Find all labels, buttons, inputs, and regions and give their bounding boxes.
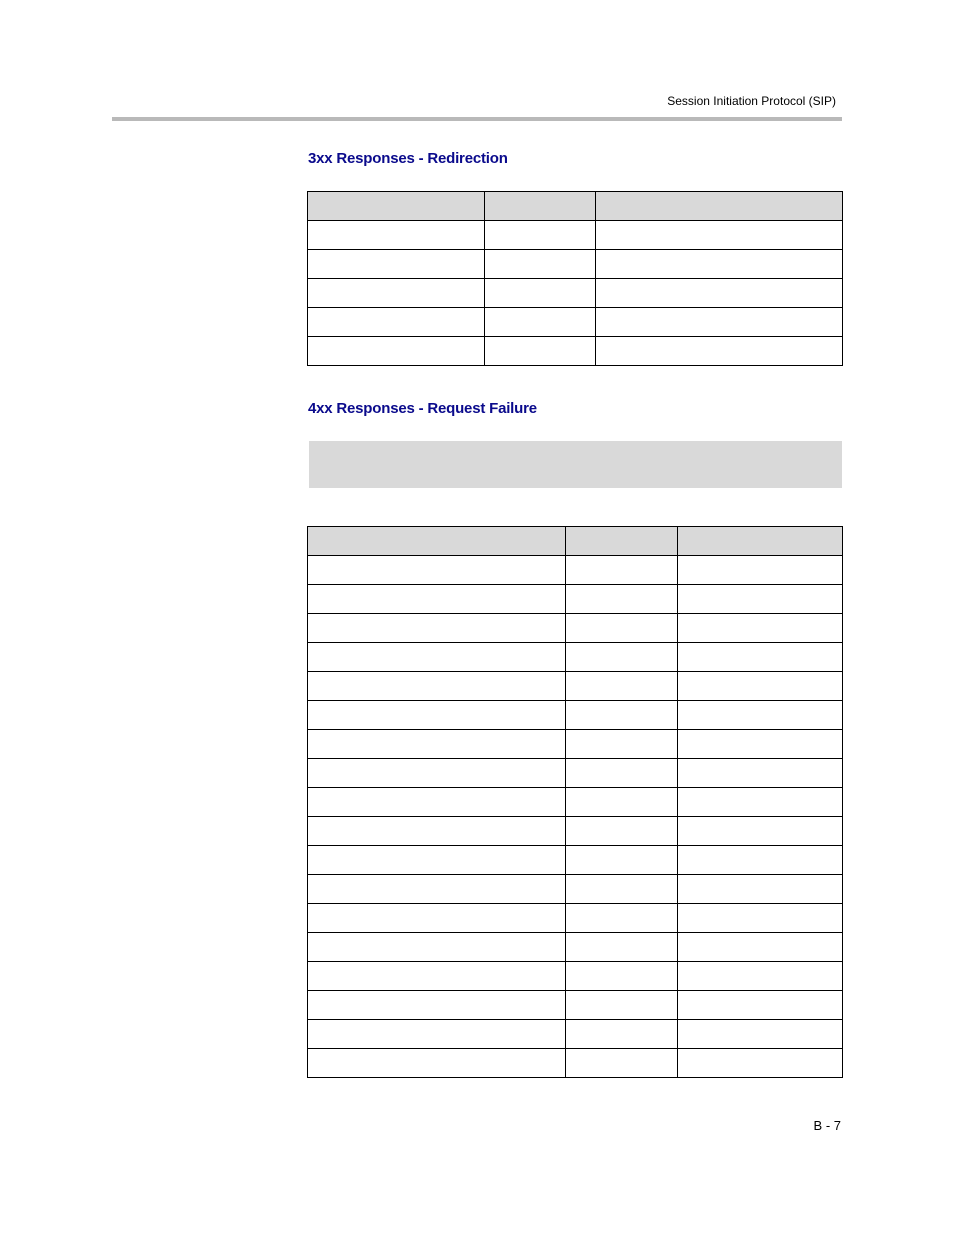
- table-cell: [678, 846, 843, 875]
- table-cell: [308, 904, 566, 933]
- table-header-cell: [678, 527, 843, 556]
- table-row: [308, 250, 843, 279]
- table-cell: [566, 875, 678, 904]
- table-cell: [485, 221, 596, 250]
- table-cell: [308, 585, 566, 614]
- table-cell: [566, 1049, 678, 1078]
- table-cell: [308, 221, 485, 250]
- table-cell: [596, 337, 843, 366]
- table-cell: [566, 962, 678, 991]
- table-row: [308, 846, 843, 875]
- table-cell: [566, 817, 678, 846]
- table-cell: [566, 556, 678, 585]
- table-header-cell: [308, 192, 485, 221]
- table-cell: [308, 308, 485, 337]
- table-cell: [566, 991, 678, 1020]
- table-row: [308, 788, 843, 817]
- table-cell: [308, 759, 566, 788]
- table-cell: [566, 643, 678, 672]
- table-row: [308, 221, 843, 250]
- table-cell: [485, 337, 596, 366]
- table-cell: [678, 701, 843, 730]
- table-cell: [308, 337, 485, 366]
- table-cell: [678, 672, 843, 701]
- table-cell: [678, 788, 843, 817]
- table-cell: [678, 1020, 843, 1049]
- table-cell: [596, 279, 843, 308]
- table-cell: [678, 991, 843, 1020]
- table-cell: [678, 933, 843, 962]
- table-row: [308, 962, 843, 991]
- table-cell: [308, 279, 485, 308]
- table-row: [308, 1020, 843, 1049]
- table-cell: [678, 643, 843, 672]
- table-row: [308, 701, 843, 730]
- table-row: [308, 875, 843, 904]
- table-cell: [566, 904, 678, 933]
- table-row: [308, 308, 843, 337]
- table-cell: [485, 308, 596, 337]
- table-cell: [308, 643, 566, 672]
- table-row: [308, 643, 843, 672]
- table-cell: [566, 672, 678, 701]
- table-cell: [566, 846, 678, 875]
- table-cell: [308, 962, 566, 991]
- table-cell: [596, 308, 843, 337]
- header-rule: [112, 117, 842, 121]
- table-row: [308, 991, 843, 1020]
- section-heading-4xx: 4xx Responses - Request Failure: [308, 400, 537, 417]
- table-row: [308, 904, 843, 933]
- table-cell: [678, 875, 843, 904]
- table-cell: [566, 730, 678, 759]
- table-cell: [308, 788, 566, 817]
- redirection-table: [307, 191, 843, 366]
- note-box: [309, 441, 842, 488]
- table-row: [308, 672, 843, 701]
- table-cell: [678, 614, 843, 643]
- table-cell: [678, 817, 843, 846]
- table-cell: [566, 788, 678, 817]
- table-cell: [308, 817, 566, 846]
- table-header-cell: [308, 527, 566, 556]
- table-cell: [566, 1020, 678, 1049]
- table-row: [308, 337, 843, 366]
- table-cell: [308, 846, 566, 875]
- table-cell: [308, 672, 566, 701]
- table-cell: [566, 701, 678, 730]
- table-cell: [566, 614, 678, 643]
- table-row: [308, 1049, 843, 1078]
- redirection-table-body: [308, 221, 843, 366]
- table-cell: [308, 730, 566, 759]
- request-failure-table: [307, 526, 843, 1078]
- table-row: [308, 933, 843, 962]
- table-cell: [308, 701, 566, 730]
- table-cell: [566, 585, 678, 614]
- table-cell: [566, 759, 678, 788]
- table-cell: [596, 250, 843, 279]
- running-header: Session Initiation Protocol (SIP): [667, 94, 836, 108]
- table-row: [308, 759, 843, 788]
- table-cell: [678, 556, 843, 585]
- request-failure-table-body: [308, 556, 843, 1078]
- page-number: B - 7: [813, 1118, 841, 1133]
- table-cell: [678, 1049, 843, 1078]
- table-cell: [678, 962, 843, 991]
- table-cell: [308, 1020, 566, 1049]
- table-cell: [308, 1049, 566, 1078]
- table-cell: [678, 759, 843, 788]
- table-cell: [566, 933, 678, 962]
- table-cell: [678, 585, 843, 614]
- table-row: [308, 585, 843, 614]
- table-row: [308, 730, 843, 759]
- table-cell: [678, 904, 843, 933]
- table-row: [308, 614, 843, 643]
- table-header-row: [308, 527, 843, 556]
- table-cell: [485, 279, 596, 308]
- table-cell: [308, 991, 566, 1020]
- table-cell: [485, 250, 596, 279]
- table-header-cell: [566, 527, 678, 556]
- table-cell: [678, 730, 843, 759]
- table-cell: [308, 933, 566, 962]
- table-cell: [308, 556, 566, 585]
- table-cell: [308, 614, 566, 643]
- table-header-cell: [485, 192, 596, 221]
- table-cell: [308, 875, 566, 904]
- table-header-row: [308, 192, 843, 221]
- table-row: [308, 817, 843, 846]
- table-row: [308, 279, 843, 308]
- table-cell: [596, 221, 843, 250]
- section-heading-3xx: 3xx Responses - Redirection: [308, 150, 508, 167]
- table-row: [308, 556, 843, 585]
- table-header-cell: [596, 192, 843, 221]
- table-cell: [308, 250, 485, 279]
